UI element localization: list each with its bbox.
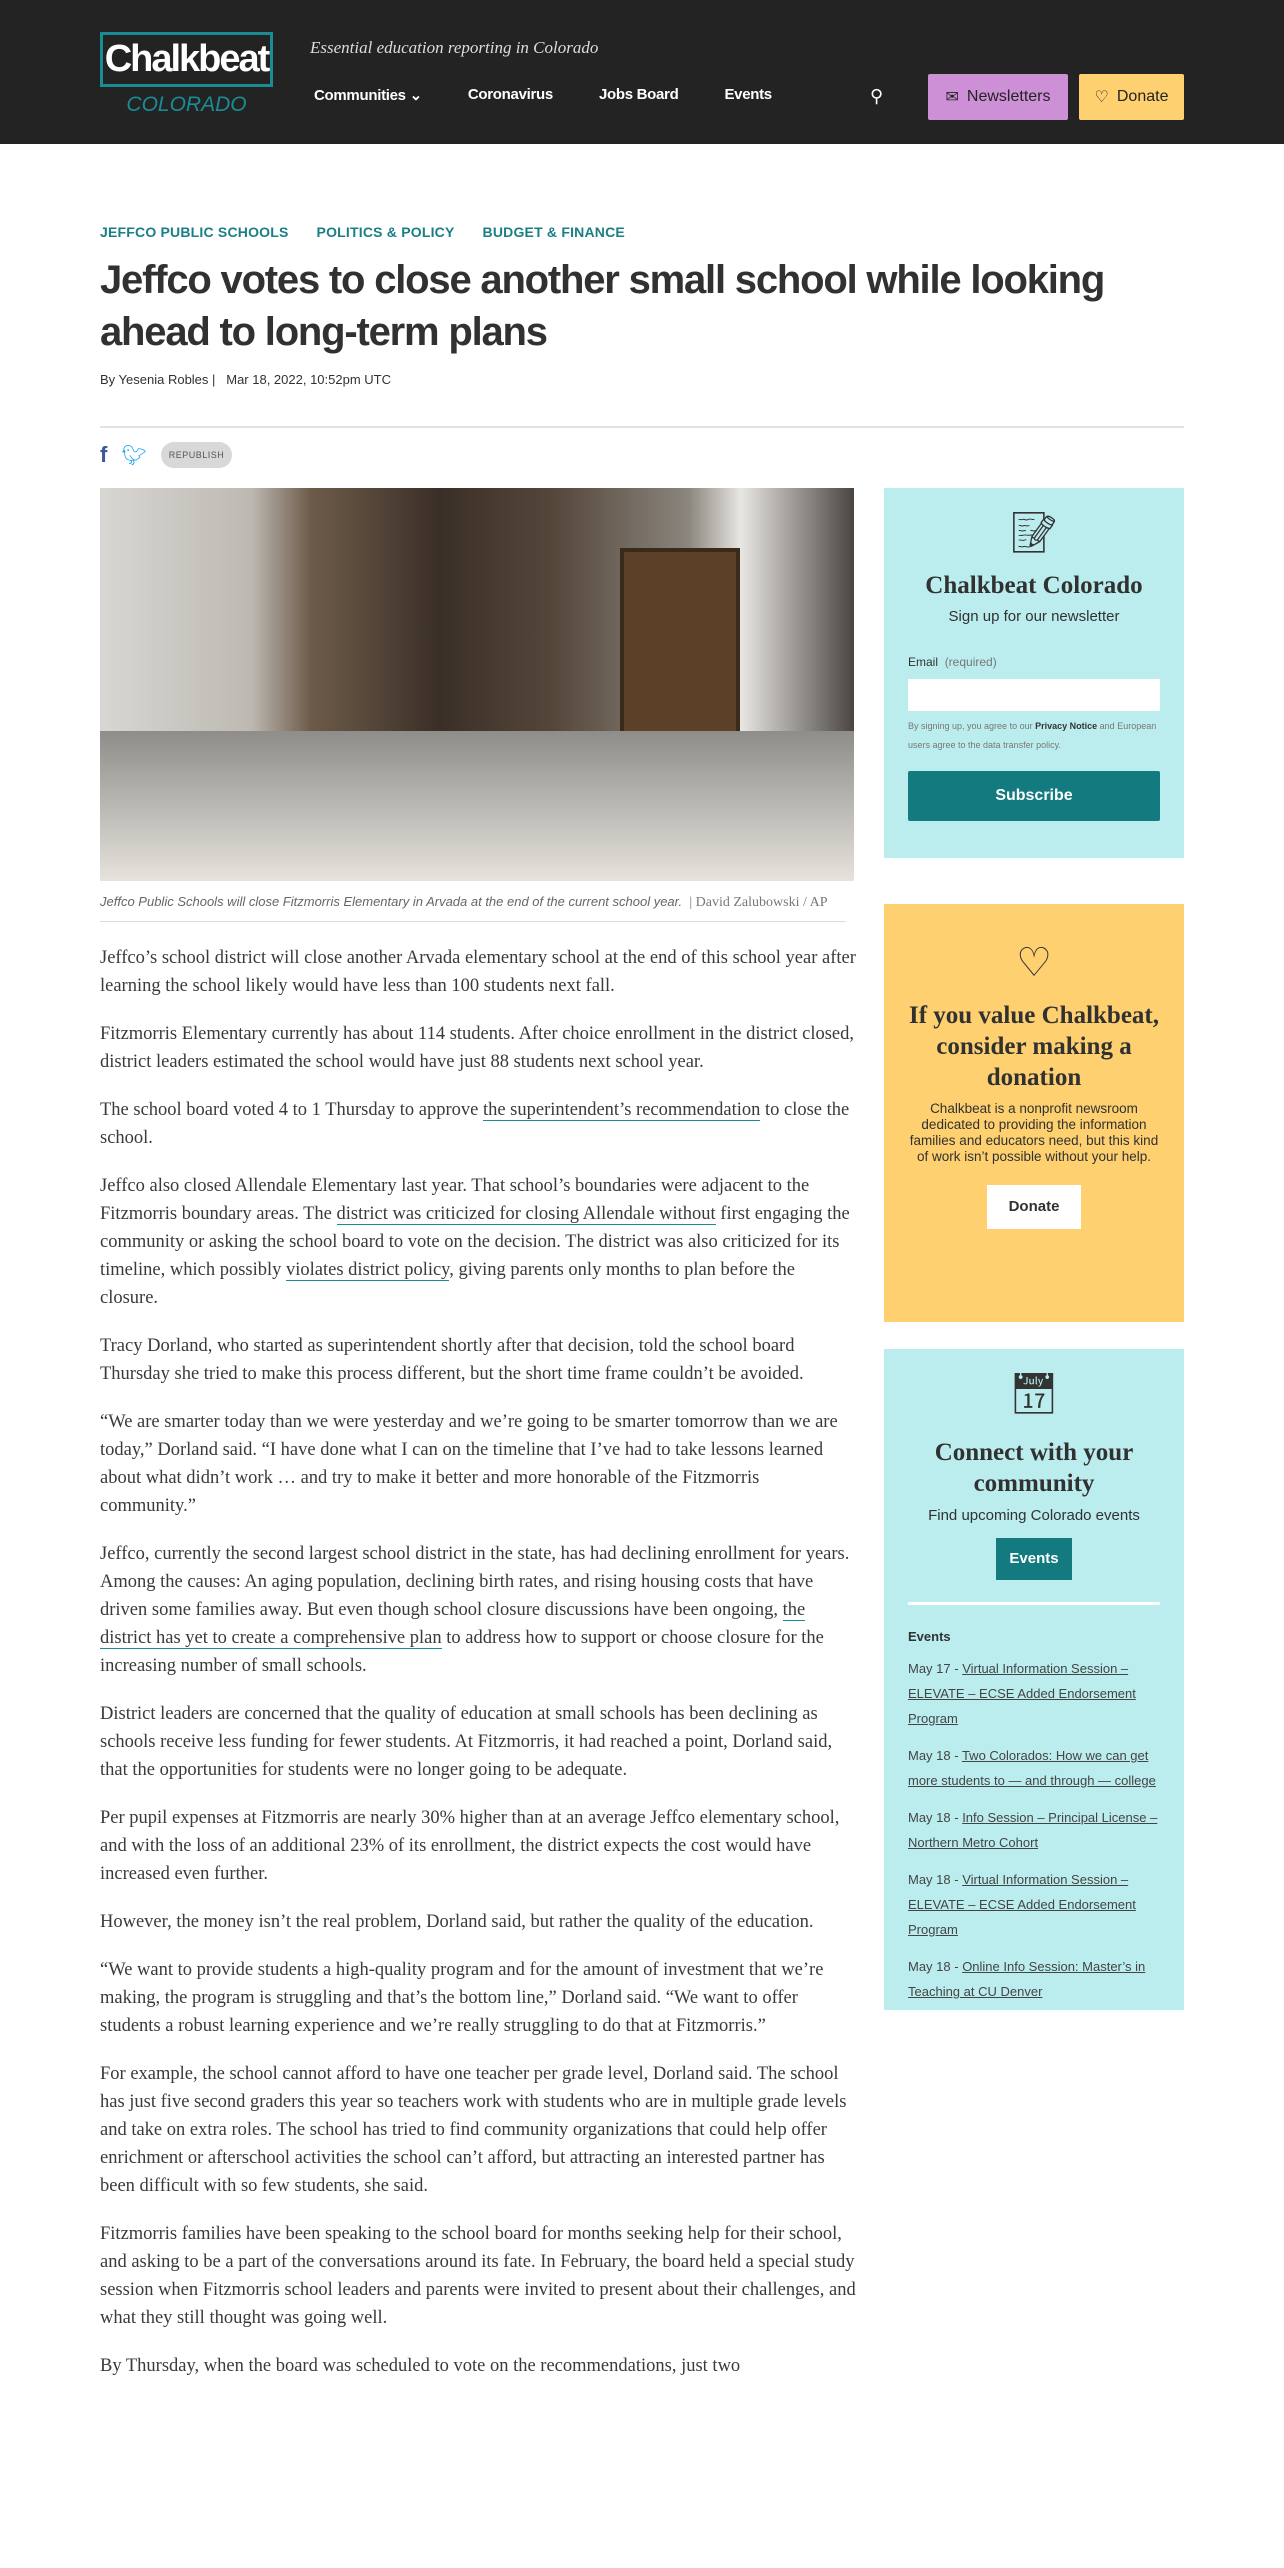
article-paragraph [100, 1956, 856, 2040]
article-photo [100, 488, 854, 881]
category-link[interactable]: BUDGET & FINANCE [482, 224, 625, 240]
photo-door [620, 548, 740, 738]
logo-text: Chalkbeat [100, 32, 273, 87]
event-link[interactable]: Online Info Session: Master’s in Teaching at CU Denver [908, 1959, 1146, 1999]
byline [100, 372, 391, 387]
category-link[interactable]: POLITICS & POLICY [316, 224, 455, 240]
email-label-text: Email [908, 655, 939, 669]
paragraph-text: Jeffco’s school district will close another Arvada elementary school at the end of this school year after learning the school likely would have less than 100 students next fall. [100, 948, 856, 996]
event-item [908, 1805, 1160, 1855]
event-item [908, 1954, 1160, 2004]
event-link[interactable]: Virtual Information Session – ELEVATE – ECSE Added Endorsement Program [908, 1872, 1136, 1937]
event-link[interactable]: Info Session – Principal License – Northern Metro Cohort [908, 1810, 1158, 1850]
author[interactable]: By Yesenia Robles | [100, 372, 216, 387]
paragraph-text: first engaging the community or asking the school board to vote on the decision. The district was also criticized for its timeline, which possibly [100, 1204, 850, 1280]
donation-box [884, 904, 1184, 1322]
article-paragraph [100, 1408, 856, 1520]
events-heading: Events [908, 1629, 951, 1644]
chalkbeat-logo[interactable] [100, 32, 273, 117]
heart-icon: ♡ [1016, 941, 1052, 985]
notepad-pencil-icon: 📝︎ [1008, 511, 1060, 555]
article-title: Jeffco votes to close another small school while looking ahead to long-term plans [100, 258, 1105, 354]
paragraph-text: Per pupil expenses at Fitzmorris are nearly 30% higher than at an average Jeffco elementary school, and with the loss of an additional 23% of its enrollment, the district expects the cost would have increased even further. [100, 1808, 840, 1884]
community-box [884, 1349, 1184, 2010]
event-item [908, 1867, 1160, 1942]
share-bar [100, 442, 232, 468]
photo-floor [100, 731, 854, 881]
event-link[interactable]: Virtual Information Session – ELEVATE – ECSE Added Endorsement Program [908, 1661, 1136, 1726]
paragraph-text: Tracy Dorland, who started as superintendent shortly after that decision, told the school board Thursday she tried to make this process different, but the short time frame couldn’t be avoided. [100, 1336, 804, 1384]
photo-caption [100, 894, 846, 922]
article-link[interactable]: the superintendent’s recommendation [482, 1100, 761, 1120]
required-note: (required) [944, 655, 997, 669]
paragraph-text: “We are smarter today than we were yesterday and we’re going to be smarter tomorrow than we are today,” Dorland said. “I have done what I can on the timeline that I’ve had to take lessons learned about what didn’t work … and try to make it better and more honorable of the Fitzmorris community.” [100, 1412, 838, 1516]
article-body [100, 944, 856, 2400]
article-paragraph [100, 1908, 856, 1936]
divider [100, 426, 1184, 428]
envelope-icon: ✉ [945, 89, 959, 106]
calendar-icon: 📅︎ [1008, 1372, 1060, 1416]
article-paragraph [100, 1096, 856, 1152]
event-date: May 17 - [908, 1661, 963, 1676]
donation-title: If you value Chalkbeat, consider making a donation [908, 1002, 1160, 1091]
article-paragraph [100, 2352, 856, 2380]
paragraph-text: By Thursday, when the board was scheduled to vote on the recommendations, just two [100, 2356, 741, 2376]
paragraph-text: Jeffco, currently the second largest school district in the state, has had declining enrollment for years. Among the causes: An aging population, declining birth rates, and rising housing costs that have driven some families away. But even though school closure discussions have been ongoing, [100, 1544, 850, 1620]
community-subtitle: Find upcoming Colorado events [928, 1507, 1140, 1524]
event-link[interactable]: Two Colorados: How we can get more students to — and through — college [908, 1748, 1156, 1788]
donation-text: Chalkbeat is a nonprofit newsroom dedicated to providing the information families and educators need, but this kind of work isn’t possible without your help. [909, 1101, 1159, 1164]
heart-icon: ♡ [1094, 89, 1109, 106]
article-paragraph [100, 1700, 856, 1784]
email-field[interactable] [908, 679, 1160, 711]
article-paragraph [100, 1332, 856, 1388]
article-paragraph [100, 1172, 856, 1312]
facebook-icon[interactable]: f [100, 442, 108, 467]
logo-subtitle: COLORADO [126, 93, 247, 116]
paragraph-text: , giving parents only months to plan before the closure. [100, 1260, 796, 1308]
article-paragraph [100, 944, 856, 1000]
nav-jobs-board[interactable]: Jobs Board [598, 86, 679, 103]
paragraph-text: Fitzmorris Elementary currently has about 114 students. After choice enrollment in the district closed, district leaders estimated the school would have just 88 students next school year. [100, 1024, 855, 1072]
email-label [908, 655, 1160, 669]
search-icon[interactable]: ⚲ [870, 86, 884, 106]
article-paragraph [100, 2220, 856, 2332]
events-list [908, 1656, 1160, 2004]
privacy-note [908, 717, 1160, 755]
newsletter-signup [884, 488, 1184, 858]
privacy-link[interactable]: Privacy Notice [1035, 721, 1098, 731]
community-title: Connect with your community [934, 1439, 1134, 1497]
fine-text: By signing up, you agree to our [908, 721, 1033, 731]
article-paragraph [100, 1020, 856, 1076]
subscribe-button[interactable]: Subscribe [908, 771, 1160, 821]
republish-button[interactable]: REPUBLISH [161, 442, 233, 468]
paragraph-text: to close the school. [100, 1100, 850, 1148]
paragraph-text: Fitzmorris families have been speaking to the school board for months seeking help for their school, and asking to be a part of the conversations around its fate. In February, the board held a special study session when Fitzmorris school leaders and parents were invited to present about their challenges, and what they still thought was going well. [100, 2224, 856, 2328]
paragraph-text: to address how to support or choose closure for the increasing number of small schools. [100, 1628, 824, 1676]
donate-button[interactable] [1079, 74, 1184, 120]
chevron-down-icon: ⌄ [409, 87, 422, 104]
paragraph-text: For example, the school cannot afford to have one teacher per grade level, Dorland said. The school has just five second graders this year so teachers work with students who are in multiple grade levels and take on extra roles. The school has tried to find community organizations that could help offer enrichment or afterschool activities the school can’t afford, but attracting an interested partner has been difficult with so few students, she said. [100, 2064, 847, 2196]
donate-box-button[interactable]: Donate [987, 1185, 1081, 1229]
event-date: May 18 - [908, 1872, 963, 1887]
newsletter-subtitle: Sign up for our newsletter [948, 608, 1120, 625]
article-link[interactable]: violates district policy [286, 1260, 450, 1280]
nav-coronavirus[interactable]: Coronavirus [467, 86, 553, 103]
category-link[interactable]: JEFFCO PUBLIC SCHOOLS [100, 224, 289, 240]
fine-text: and European users agree to the data transfer policy. [908, 721, 1157, 750]
event-item [908, 1743, 1160, 1793]
paragraph-text: However, the money isn’t the real problem, Dorland said, but rather the quality of the education. [100, 1912, 814, 1932]
main-nav [314, 86, 772, 104]
newsletter-title: Chalkbeat Colorado [925, 572, 1143, 599]
article-link[interactable]: the district has yet to create a comprehensive plan [100, 1600, 806, 1648]
nav-communities[interactable] [314, 86, 422, 104]
article-paragraph [100, 2060, 856, 2200]
event-date: May 18 - [908, 1959, 963, 1974]
paragraph-text: “We want to provide students a high-quality program and for the amount of investment that we’re making, the program is struggling and that’s the bottom line,” Dorland said. “We want to offer students a robust learning experience and we’re really struggling to do that at Fitzmorris.” [100, 1960, 824, 2036]
donate-label: Donate [1116, 88, 1169, 105]
newsletters-button[interactable] [928, 74, 1068, 120]
divider [908, 1602, 1160, 1605]
category-tags [100, 224, 625, 240]
tagline: Essential education reporting in Colorado [310, 38, 599, 57]
nav-events[interactable]: Events [724, 86, 772, 103]
events-button[interactable]: Events [996, 1538, 1072, 1580]
event-date: May 18 - [908, 1748, 962, 1763]
twitter-icon[interactable]: 🐦︎ [121, 444, 147, 467]
publish-date: Mar 18, 2022, 10:52pm UTC [226, 372, 391, 387]
caption-text: Jeffco Public Schools will close Fitzmorris Elementary in Arvada at the end of the current school year. [100, 894, 683, 909]
nav-label: Communities [314, 87, 406, 104]
article-paragraph [100, 1540, 856, 1680]
newsletters-label: Newsletters [966, 88, 1051, 105]
paragraph-text: The school board voted 4 to 1 Thursday to approve [100, 1100, 483, 1120]
event-date: May 18 - [908, 1810, 963, 1825]
paragraph-text: District leaders are concerned that the quality of education at small schools has been declining as schools receive less funding for fewer students. At Fitzmorris, it had reached a point, Dorland said, that the opportunities for students were no longer going to be adequate. [100, 1704, 833, 1780]
article-link[interactable]: district was criticized for closing Allendale without [336, 1204, 716, 1224]
paragraph-text: Jeffco also closed Allendale Elementary last year. That school’s boundaries were adjacent to the Fitzmorris boundary areas. The [100, 1176, 810, 1224]
article-paragraph [100, 1804, 856, 1888]
photo-credit: | David Zalubowski / AP [689, 895, 828, 910]
site-header [0, 0, 1284, 144]
event-item [908, 1656, 1160, 1731]
